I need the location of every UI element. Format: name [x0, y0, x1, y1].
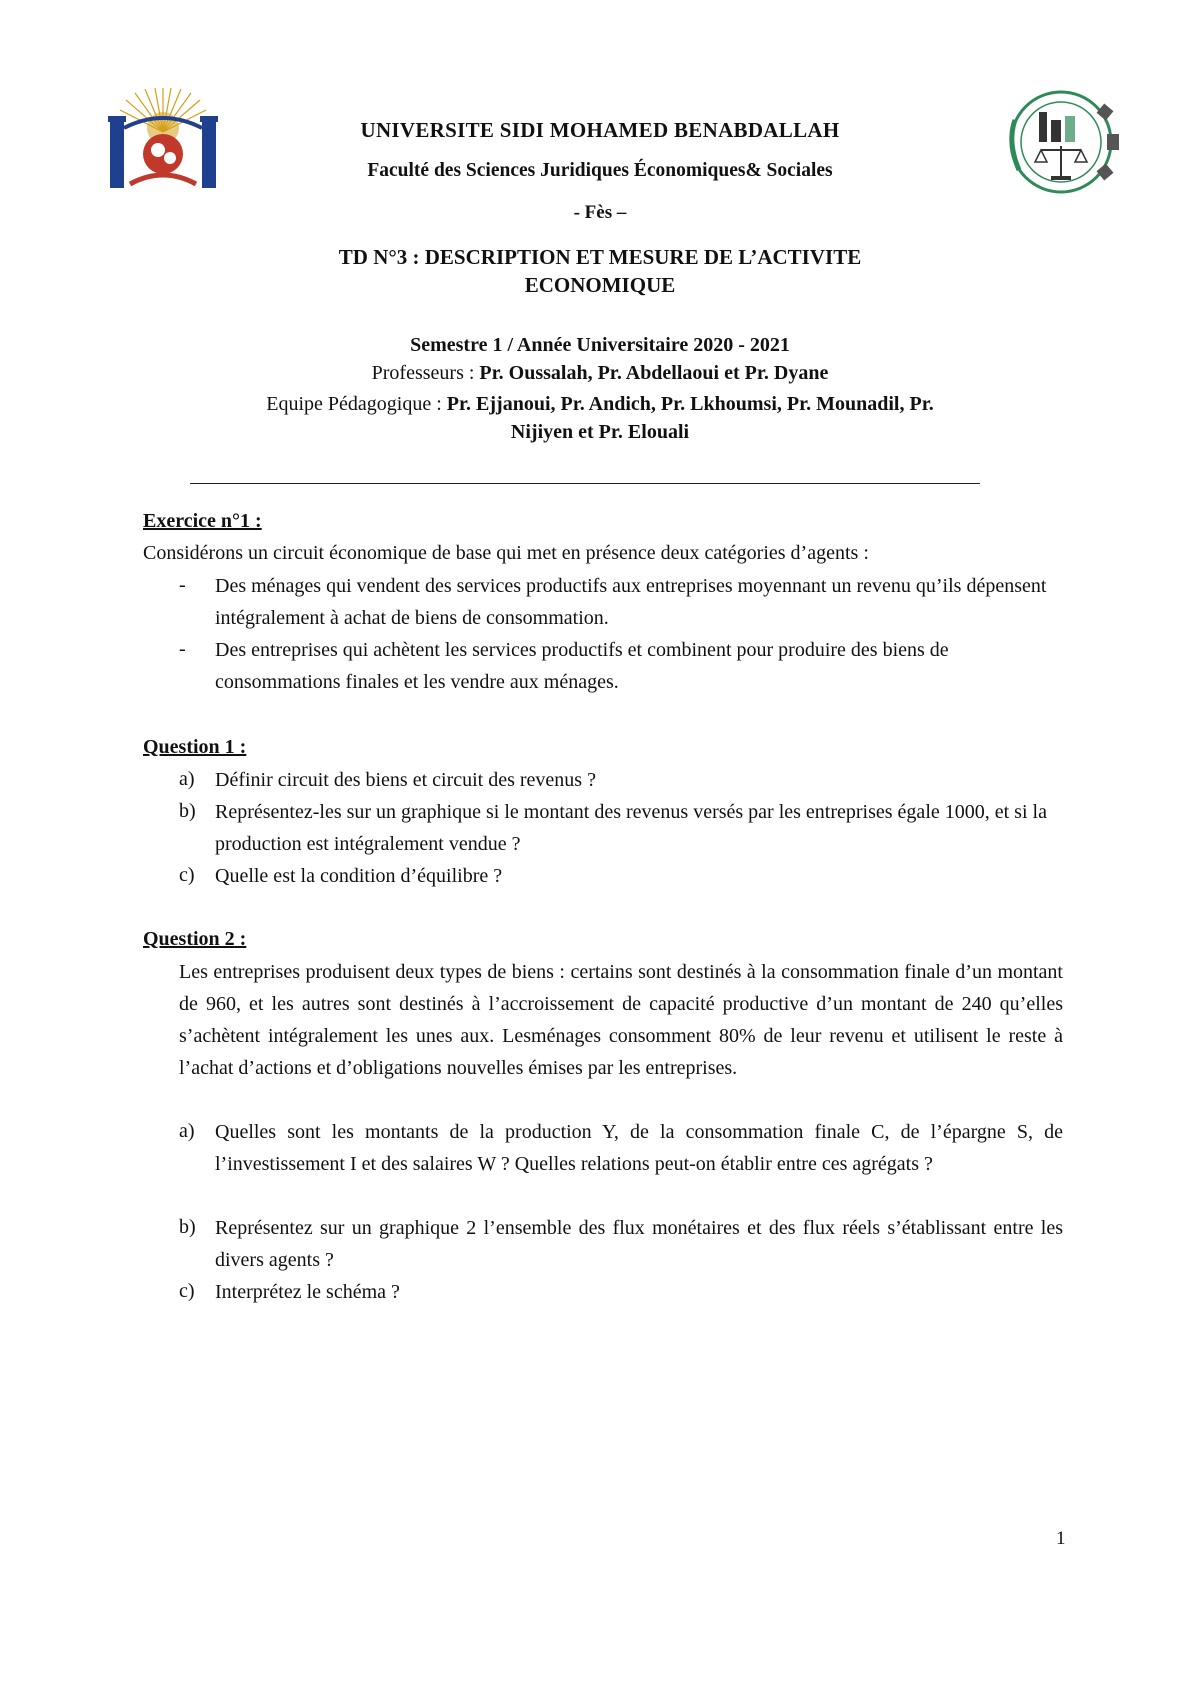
question-1-heading: Question 1 :	[143, 736, 247, 758]
exercise-1-intro: Considérons un circuit économique de base qui met en présence deux catégories d’agents :	[143, 542, 869, 564]
list-item-text: Des entreprises qui achètent les services productifs et combinent pour produire des biens de consommations finales et les vendre aux ménages.	[215, 639, 949, 693]
professors-names: Pr. Oussalah, Pr. Abdellaoui et Pr. Dyane	[479, 362, 829, 384]
list-item-text: Représentez sur un graphique 2 l’ensemble des flux monétaires et des flux réels s’établissant entre les divers agents ?	[215, 1217, 1063, 1271]
list-marker: -	[179, 574, 186, 596]
header-divider	[190, 483, 980, 484]
list-marker: a)	[179, 768, 195, 790]
list-item-text: Quelle est la condition d’équilibre ?	[215, 865, 503, 887]
question-1-section	[143, 736, 1063, 906]
list-marker: c)	[179, 864, 195, 886]
page-number: 1	[1056, 1528, 1066, 1549]
document-title: TD N°3 : DESCRIPTION ET MESURE DE L’ACTIVITE ECONOMIQUE	[338, 245, 862, 297]
university-name: UNIVERSITE SIDI MOHAMED BENABDALLAH	[360, 118, 840, 142]
question-2-heading: Question 2 :	[143, 928, 247, 950]
faculty-logo	[995, 90, 1123, 194]
question-2-section	[143, 928, 1063, 1328]
semester-line: Semestre 1 / Année Universitaire 2020 - 2021	[410, 334, 790, 356]
question-2-paragraph: Les entreprises produisent deux types de biens : certains sont destinés à la consommation finale d’un montant de 960, et les autres sont destinés à l’accroissement de capacité productive d’un montant de 240 qu’elles s’achètent intégralement les unes aux. Lesménages consomment 80% de leur revenu et utilisent le reste à l’achat d’actions et d’obligations nouvelles émises par les entreprises.	[179, 961, 1063, 1079]
list-item-text: Quelles sont les montants de la production Y, de la consommation finale C, de l’épargne S, de l’investissement I et des salaires W ? Quelles relations peut-on établir entre ces agrégats ?	[215, 1121, 1063, 1175]
team-line	[240, 390, 960, 446]
list-marker: b)	[179, 1216, 196, 1238]
professors-label: Professeurs :	[371, 362, 480, 384]
list-marker: c)	[179, 1280, 195, 1302]
list-marker: -	[179, 638, 186, 660]
professors-line	[200, 362, 1000, 385]
list-item-text: Représentez-les sur un graphique si le montant des revenus versés par les entreprises égale 1000, et si la production est intégralement vendue ?	[215, 801, 1047, 855]
city-line: - Fès –	[573, 202, 627, 223]
list-item-text: Définir circuit des biens et circuit des revenus ?	[215, 769, 596, 791]
team-names: Pr. Ejjanoui, Pr. Andich, Pr. Lkhoumsi, Pr. Mounadil, Pr. Nijiyen et Pr. Elouali	[446, 393, 934, 443]
list-item-text: Interprétez le schéma ?	[215, 1281, 400, 1303]
list-marker: b)	[179, 800, 196, 822]
team-label: Equipe Pédagogique :	[266, 393, 447, 415]
exercise-1-heading: Exercice n°1 :	[143, 510, 262, 532]
faculty-name: Faculté des Sciences Juridiques Économiques& Sociales	[367, 160, 833, 181]
list-item-text: Des ménages qui vendent des services productifs aux entreprises moyennant un revenu qu’ils dépensent intégralement à achat de biens de consommation.	[215, 575, 1047, 629]
exercise-1-section	[143, 510, 1063, 700]
list-marker: a)	[179, 1120, 195, 1142]
